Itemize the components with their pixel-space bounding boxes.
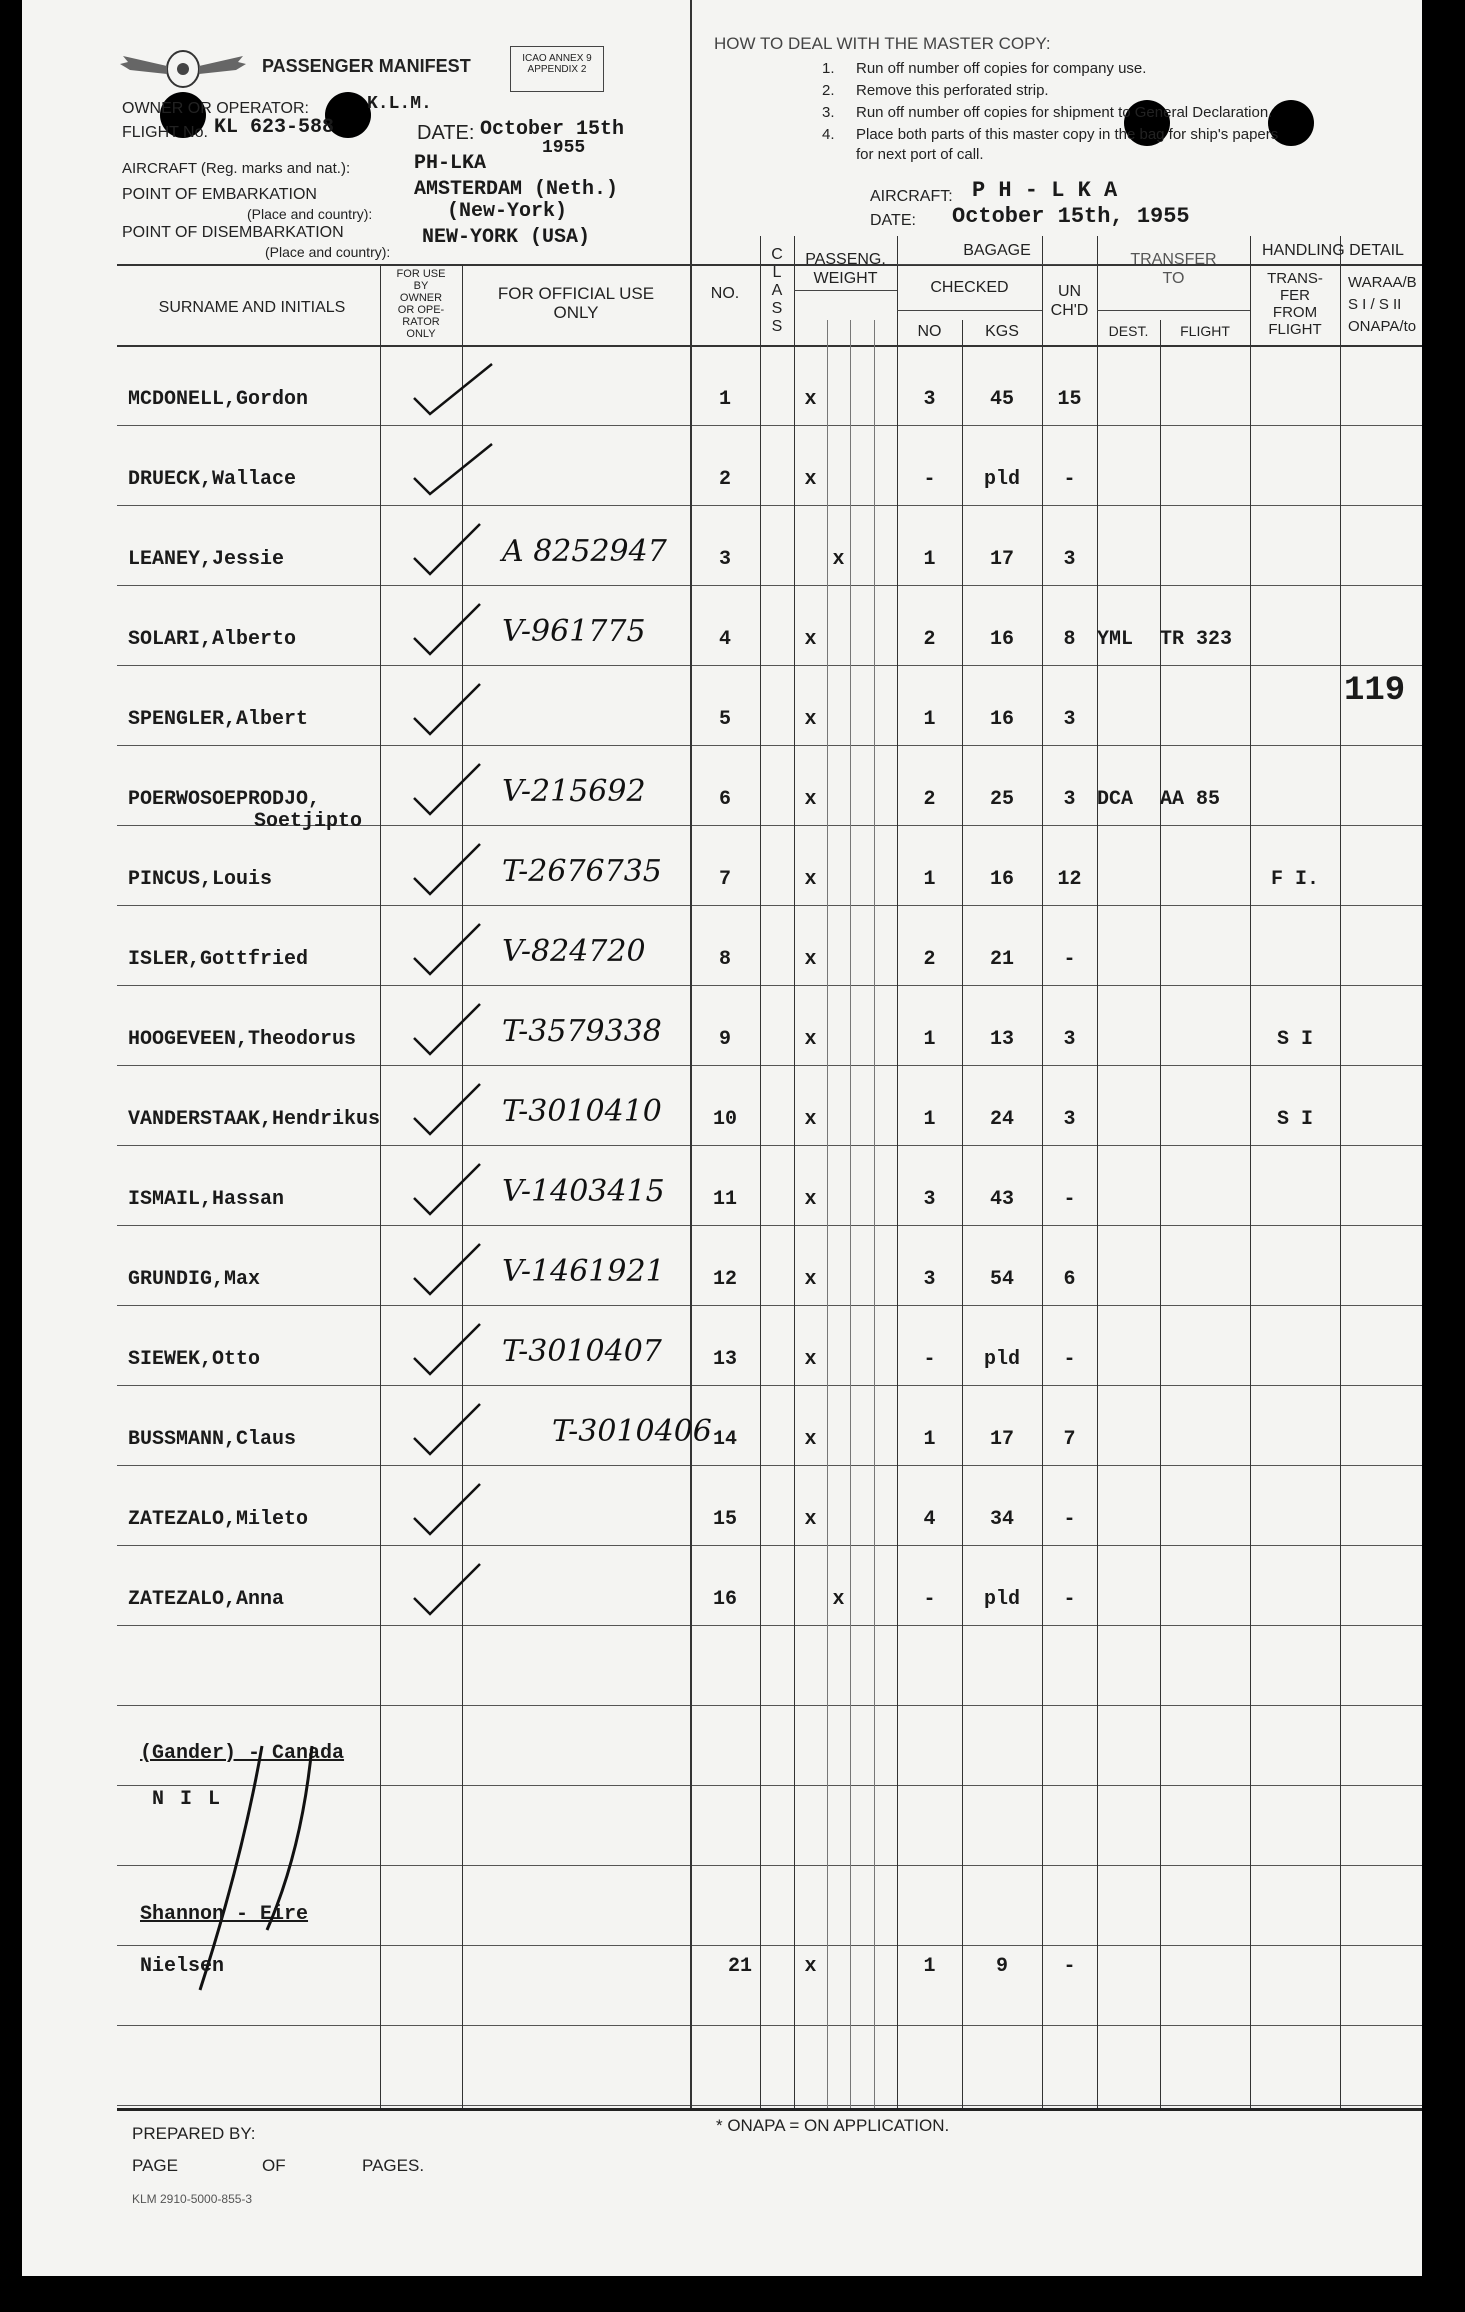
passport-number: T-3010407 [502, 1334, 662, 1369]
row-kgs: 16 [989, 628, 1014, 651]
row-kgs: 54 [989, 1268, 1014, 1291]
instr-date-label: DATE: [870, 212, 916, 229]
col-header-bagage: BAGAGE [963, 242, 1031, 259]
embark-value-2: (New-York) [447, 200, 568, 223]
passenger-name: SOLARI,Alberto [128, 628, 297, 651]
row-checked-no: 1 [923, 868, 936, 891]
row-weight-mark-1: x [804, 868, 817, 891]
row-kgs: 21 [989, 948, 1014, 971]
row-unchd: 3 [1063, 1108, 1076, 1131]
instr-aircraft-label: AIRCRAFT: [870, 188, 953, 205]
passenger-name: SIEWEK,Otto [128, 1348, 261, 1371]
checkmark-stroke [414, 1004, 480, 1054]
side-number: 119 [1344, 672, 1406, 710]
passenger-name: POERWOSOEPRODJO, [128, 788, 321, 811]
row-checked-no: 3 [923, 1188, 936, 1211]
row-unchd: - [1063, 1188, 1076, 1211]
row-handling: F I. [1270, 868, 1319, 891]
aircraft-label: AIRCRAFT (Reg. marks and nat.): [122, 160, 351, 177]
passenger-name: ZATEZALO,Anna [128, 1588, 285, 1611]
passenger-name: GRUNDIG,Max [128, 1268, 261, 1291]
row-no: 2 [718, 468, 731, 491]
row-unchd: 7 [1063, 1428, 1076, 1451]
row-no: 15 [712, 1508, 737, 1531]
instructions-heading: HOW TO DEAL WITH THE MASTER COPY: [714, 34, 1051, 53]
row-flight: AA 85 [1160, 788, 1221, 811]
embark-label: POINT OF EMBARKATION [122, 186, 317, 203]
col-header-official: FOR OFFICIAL USE ONLY [497, 284, 655, 322]
instruction-item: 1. Run off number off copies for company use. [822, 60, 1147, 77]
row-unchd: - [1063, 948, 1076, 971]
row-no: 6 [718, 788, 731, 811]
manifest-sheet [22, 0, 1422, 2276]
onapa-note: * ONAPA = ON APPLICATION. [716, 2116, 950, 2135]
row-kgs: 43 [989, 1188, 1014, 1211]
row-no: 7 [718, 868, 731, 891]
passenger-name: VANDERSTAAK,Hendrikus [128, 1108, 381, 1131]
row-weight-mark-1: x [804, 1028, 817, 1051]
row-weight-mark-1: x [804, 1508, 817, 1531]
row-checked-no: 1 [923, 1028, 936, 1051]
row-unchd: - [1063, 1508, 1076, 1531]
passport-number: T-3010406 [552, 1414, 712, 1449]
row-handling: S I [1276, 1028, 1313, 1051]
date-label: DATE: [417, 122, 475, 144]
passport-number: A 8252947 [502, 534, 667, 569]
gander-value: N I L [152, 1788, 223, 1811]
checkmark-stroke [414, 604, 480, 654]
shannon-name: Nielsen [140, 1955, 225, 1978]
pages-label: PAGES. [362, 2156, 425, 2175]
row-checked-no: 1 [923, 1108, 936, 1131]
checkmark-stroke [414, 1324, 480, 1374]
annex-line: ICAO ANNEX 9 [522, 53, 592, 64]
row-checked-no: 2 [923, 948, 936, 971]
passenger-name: PINCUS,Louis [128, 868, 273, 891]
passenger-name: DRUECK,Wallace [128, 468, 297, 491]
row-unchd: 3 [1063, 548, 1076, 571]
col-header-unchd: UN CH'D [1050, 283, 1089, 319]
row-kgs: 16 [989, 708, 1014, 731]
row-checked-no: 2 [923, 788, 936, 811]
instr-aircraft-value: P H - L K A [972, 178, 1118, 203]
row-kgs: pld [983, 1348, 1020, 1371]
row-unchd: - [1063, 1348, 1076, 1371]
col-header-transfer-from: TRANS- FER FROM FLIGHT [1267, 270, 1323, 338]
instruction-item: 2. Remove this perforated strip. [822, 82, 1049, 99]
row-weight-mark-1: x [804, 388, 817, 411]
col-header-kgs: KGS [985, 323, 1019, 340]
passenger-name: ZATEZALO,Mileto [128, 1508, 309, 1531]
checkmark-stroke [414, 1404, 480, 1454]
row-checked-no: - [923, 1348, 936, 1371]
passport-number: T-2676735 [502, 854, 662, 889]
disembark-sub: (Place and country): [265, 244, 391, 260]
passenger-name: BUSSMANN,Claus [128, 1428, 297, 1451]
passport-number: T-3010410 [502, 1094, 662, 1129]
passenger-name-cont: Soetjipto [254, 810, 363, 833]
row-unchd: 15 [1057, 388, 1082, 411]
flight-value: KL 623-588 [214, 116, 335, 139]
col-header-checked-no: NO [917, 323, 942, 340]
row-kgs: pld [983, 1588, 1020, 1611]
passport-number: V-1403415 [502, 1174, 665, 1209]
row-checked-no: 3 [923, 388, 936, 411]
row-checked-no: 3 [923, 1268, 936, 1291]
row-kgs: 17 [989, 1428, 1014, 1451]
col-header-class: C L A S S [771, 246, 783, 335]
row-no: 14 [712, 1428, 737, 1451]
row-weight-mark-2: x [832, 1588, 845, 1611]
checkmark-stroke [414, 444, 492, 494]
checkmark-stroke [414, 1564, 480, 1614]
row-no: 9 [718, 1028, 731, 1051]
passenger-name: ISLER,Gottfried [128, 948, 309, 971]
shannon-checked-no: 1 [923, 1955, 936, 1978]
shannon-label: Shannon - Eire [140, 1903, 309, 1926]
row-checked-no: 2 [923, 628, 936, 651]
row-kgs: 17 [989, 548, 1014, 571]
checkmark-stroke [414, 524, 480, 574]
gander-label: (Gander) - Canada [140, 1742, 345, 1765]
of-label: OF [262, 2156, 286, 2175]
checkmark-stroke [414, 764, 480, 814]
disembark-value: NEW-YORK (USA) [422, 226, 591, 249]
row-kgs: pld [983, 468, 1020, 491]
shannon-no: 21 [727, 1955, 752, 1978]
row-weight-mark-1: x [804, 1188, 817, 1211]
owner-label: OWNER OR OPERATOR: [122, 100, 309, 117]
row-weight-mark-1: x [804, 708, 817, 731]
passenger-name: ISMAIL,Hassan [128, 1188, 285, 1211]
row-kgs: 13 [989, 1028, 1014, 1051]
row-weight-mark-1: x [804, 788, 817, 811]
col-header-flight: FLIGHT [1180, 323, 1230, 339]
row-weight-mark-1: x [804, 1268, 817, 1291]
row-no: 13 [712, 1348, 737, 1371]
instruction-item-cont: for next port of call. [856, 146, 984, 163]
row-kgs: 25 [989, 788, 1014, 811]
row-weight-mark-1: x [804, 1108, 817, 1131]
row-checked-no: - [923, 1588, 936, 1611]
row-unchd: 3 [1063, 708, 1076, 731]
row-checked-no: 1 [923, 1428, 936, 1451]
row-checked-no: 1 [923, 708, 936, 731]
instr-date-value: October 15th, 1955 [952, 204, 1190, 229]
row-unchd: 3 [1063, 1028, 1076, 1051]
passport-number: V-215692 [502, 774, 646, 809]
row-checked-no: - [923, 468, 936, 491]
row-handling: S I [1276, 1108, 1313, 1131]
checkmark-stroke [414, 924, 480, 974]
embark-sub: (Place and country): [247, 206, 373, 222]
passport-number: V-1461921 [502, 1254, 665, 1289]
passenger-name: MCDONELL,Gordon [128, 388, 309, 411]
row-unchd: - [1063, 468, 1076, 491]
row-no: 4 [718, 628, 731, 651]
checkmark-stroke [414, 1484, 480, 1534]
row-unchd: 6 [1063, 1268, 1076, 1291]
form-title: PASSENGER MANIFEST [262, 56, 471, 76]
passport-number: V-824720 [502, 934, 646, 969]
col-header-checked: CHECKED [930, 279, 1009, 296]
col-header-owner-use: FOR USE BY OWNER OR OPE- RATOR ONLY [396, 268, 446, 340]
shannon-kgs: 9 [995, 1955, 1008, 1978]
row-dest: DCA [1097, 788, 1134, 811]
col-header-dest: DEST. [1108, 323, 1149, 339]
row-no: 12 [712, 1268, 737, 1291]
row-no: 1 [718, 388, 731, 411]
annex-line: APPENDIX 2 [527, 64, 587, 75]
disembark-label: POINT OF DISEMBARKATION [122, 224, 344, 241]
shannon-weight-mark: x [804, 1955, 817, 1978]
row-dest: YML [1097, 628, 1134, 651]
passport-number: T-3579338 [502, 1014, 662, 1049]
row-checked-no: 4 [923, 1508, 936, 1531]
row-no: 8 [718, 948, 731, 971]
row-flight: TR 323 [1160, 628, 1233, 651]
row-no: 10 [712, 1108, 737, 1131]
row-no: 11 [712, 1188, 737, 1211]
row-weight-mark-1: x [804, 1428, 817, 1451]
row-no: 5 [718, 708, 731, 731]
page-label: PAGE [132, 2156, 178, 2175]
col-header-weight: PASSENG. WEIGHT [805, 251, 886, 287]
passenger-name: HOOGEVEEN,Theodorus [128, 1028, 357, 1051]
row-no: 3 [718, 548, 731, 571]
instruction-item: 4. Place both parts of this master copy in the bag for ship's papers [822, 126, 1279, 143]
date-year: 1955 [542, 138, 586, 158]
row-weight-mark-1: x [804, 1348, 817, 1371]
row-unchd: 12 [1057, 868, 1082, 891]
form-code: KLM 2910-5000-855-3 [132, 2192, 253, 2206]
row-weight-mark-2: x [832, 548, 845, 571]
col-header-handling: HANDLING DETAIL [1262, 242, 1404, 259]
checkmark-stroke [414, 844, 480, 894]
row-no: 16 [712, 1588, 737, 1611]
row-kgs: 16 [989, 868, 1014, 891]
flight-label: FLIGHT No. [122, 124, 208, 141]
passenger-name: LEANEY,Jessie [128, 548, 285, 571]
checkmark-stroke [414, 1084, 480, 1134]
checkmark-stroke [414, 1244, 480, 1294]
checkmark-stroke [414, 364, 492, 414]
instruction-item: 3. Run off number off copies for shipment to General Declaration. [822, 104, 1273, 121]
embark-value: AMSTERDAM (Neth.) [414, 178, 619, 201]
row-kgs: 24 [989, 1108, 1014, 1131]
col-header-no: NO. [710, 285, 740, 302]
passport-number: V-961775 [502, 614, 646, 649]
row-kgs: 34 [989, 1508, 1014, 1531]
checkmark-stroke [414, 1164, 480, 1214]
shannon-unchd: - [1063, 1955, 1076, 1978]
date-value: October 15th [480, 118, 625, 141]
row-checked-no: 1 [923, 548, 936, 571]
row-unchd: - [1063, 1588, 1076, 1611]
checkmark-stroke [414, 684, 480, 734]
prepared-by-label: PREPARED BY: [132, 2124, 256, 2143]
row-unchd: 3 [1063, 788, 1076, 811]
row-kgs: 45 [989, 388, 1014, 411]
row-weight-mark-1: x [804, 468, 817, 491]
passenger-name: SPENGLER,Albert [128, 708, 309, 731]
col-header-waraa: WARAA/B S I / S II ONAPA/to [1348, 274, 1417, 335]
row-weight-mark-1: x [804, 948, 817, 971]
col-header-surname: SURNAME AND INITIALS [158, 299, 346, 316]
col-header-transfer: TRANSFER TO [1130, 251, 1217, 287]
row-weight-mark-1: x [804, 628, 817, 651]
row-unchd: 8 [1063, 628, 1076, 651]
aircraft-value: PH-LKA [414, 152, 487, 175]
owner-value: K.L.M. [367, 94, 432, 114]
